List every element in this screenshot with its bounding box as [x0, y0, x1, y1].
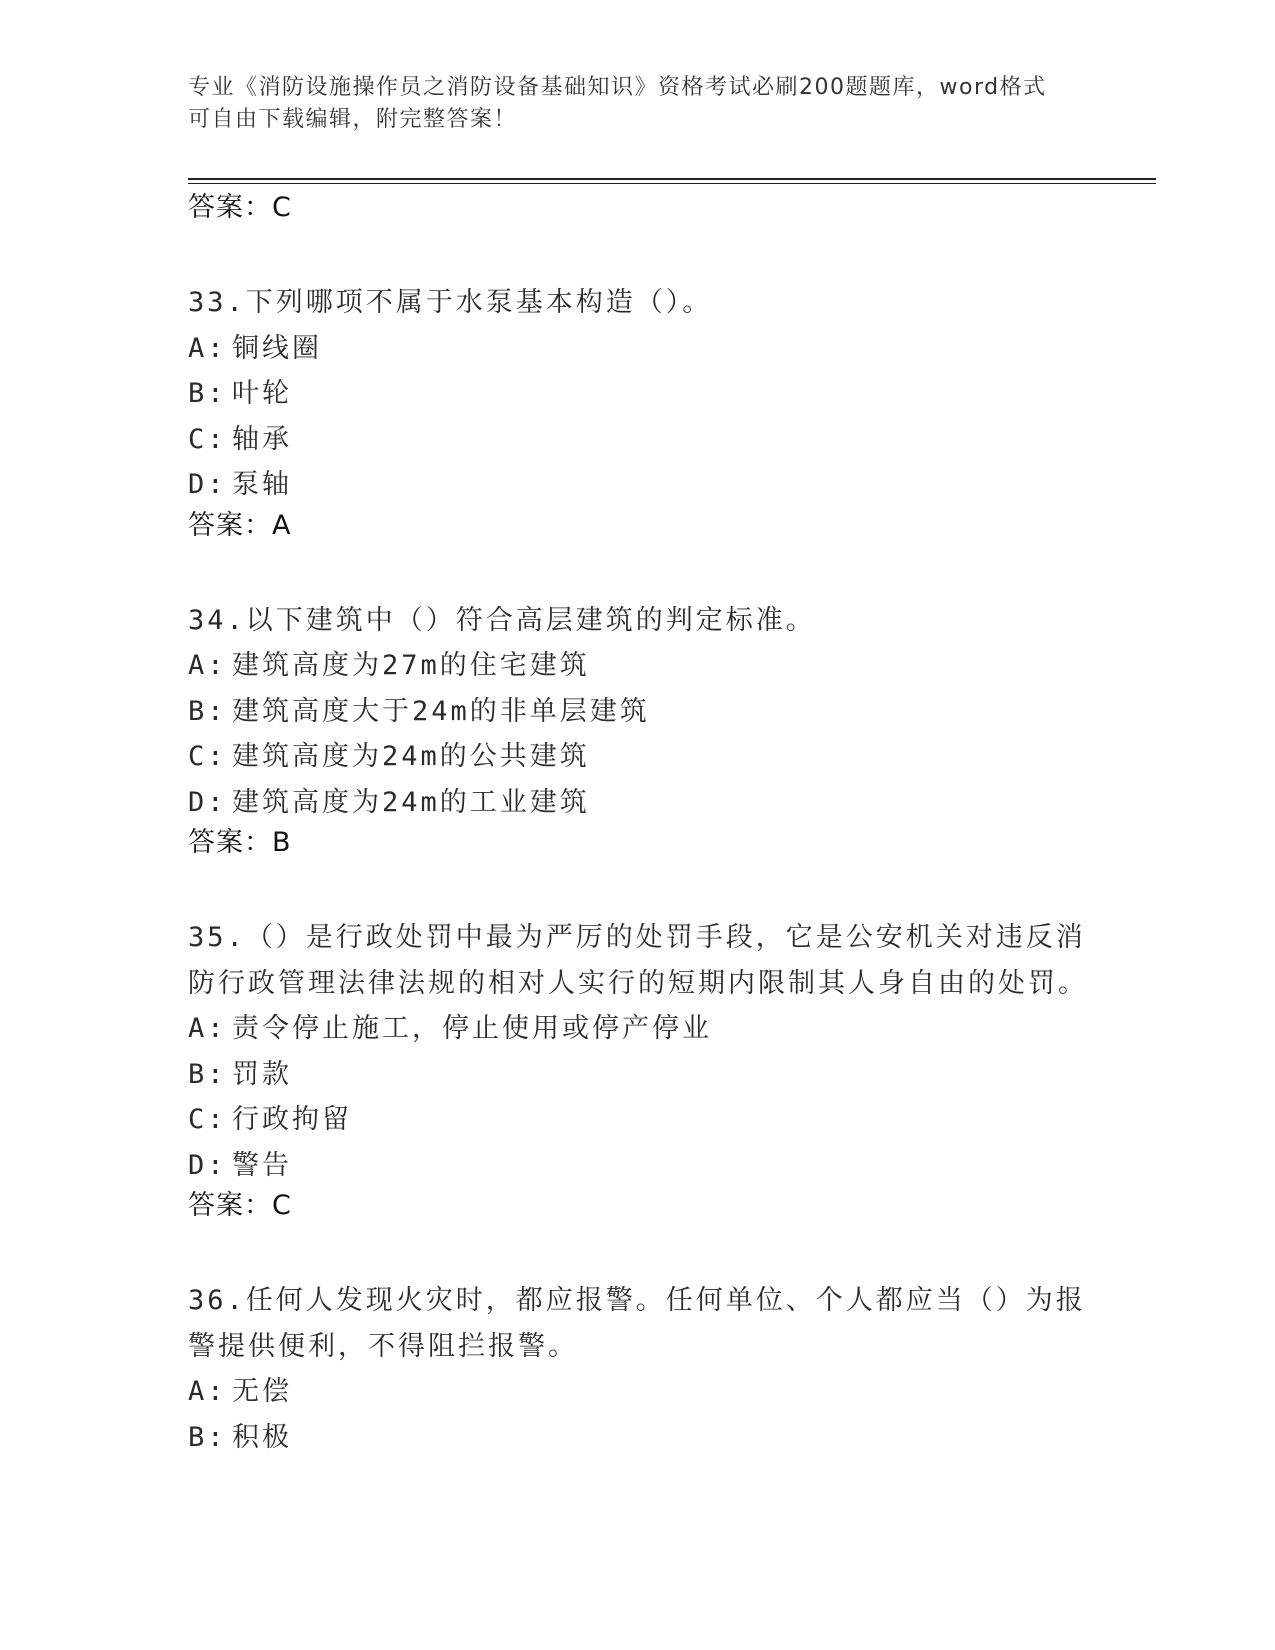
option-letter: A: [188, 650, 227, 681]
option-letter: C: [188, 423, 227, 455]
option-letter: C: [188, 741, 227, 772]
option-c [188, 734, 1088, 780]
option-text: 建筑高度大于24m的非单层建筑 [232, 695, 650, 727]
option-letter: A: [188, 1013, 227, 1044]
option-text: 建筑高度为27m的住宅建筑 [232, 650, 590, 681]
question-34 [188, 598, 1088, 872]
option-a [188, 326, 1088, 372]
option-b [188, 371, 1088, 417]
option-letter: D: [188, 786, 227, 818]
option-text: 泵轴 [232, 469, 292, 500]
option-d [188, 462, 1088, 508]
previous-answer: 答案：C [188, 192, 292, 223]
option-letter: C: [188, 1104, 227, 1135]
option-letter: B: [188, 1058, 227, 1090]
header-divider-thin [188, 183, 1156, 184]
option-a [188, 643, 1088, 689]
option-text: 轴承 [232, 423, 292, 455]
option-text: 铜线圈 [232, 332, 322, 364]
option-b [188, 689, 1088, 735]
option-text: 警告 [232, 1149, 292, 1181]
option-c [188, 1097, 1088, 1143]
option-b [188, 1415, 1088, 1461]
question-35 [188, 915, 1088, 1234]
question-36 [188, 1278, 1088, 1460]
question-text: 36.任何人发现火灾时，都应报警。任何单位、个人都应当（）为报警提供便利，不得阻拦报警。 [188, 1285, 1086, 1362]
answer-line: 答案：C [188, 1190, 292, 1221]
option-a [188, 1369, 1088, 1415]
option-letter: D: [188, 1149, 227, 1181]
option-b [188, 1052, 1088, 1098]
option-letter: D: [188, 469, 227, 500]
option-text: 叶轮 [232, 378, 292, 409]
answer-line: 答案：A [188, 509, 292, 541]
answer-line: 答案：B [188, 827, 292, 858]
option-letter: A: [188, 332, 227, 364]
option-c [188, 417, 1088, 463]
option-a [188, 1006, 1088, 1052]
option-d [188, 780, 1088, 826]
option-text: 建筑高度为24m的公共建筑 [232, 741, 590, 772]
question-text: 33.下列哪项不属于水泵基本构造（）。 [188, 287, 713, 318]
option-letter: B: [188, 1421, 227, 1453]
option-letter: B: [188, 378, 227, 409]
question-text: 35.（）是行政处罚中最为严厉的处罚手段，它是公安机关对违反消防行政管理法律法规的相对人实行的短期内限制其人身自由的处罚。 [188, 922, 1088, 999]
option-text: 行政拘留 [232, 1104, 352, 1135]
option-letter: B: [188, 695, 227, 727]
option-text: 责令停止施工，停止使用或停产停业 [232, 1013, 712, 1044]
question-33 [188, 280, 1088, 554]
option-text: 罚款 [232, 1058, 292, 1090]
option-text: 建筑高度为24m的工业建筑 [232, 786, 590, 818]
option-text: 积极 [232, 1421, 292, 1453]
question-list [188, 190, 1088, 1460]
question-text: 34.以下建筑中（）符合高层建筑的判定标准。 [188, 604, 816, 636]
header-divider-thick [188, 178, 1156, 180]
document-header: 专业《消防设施操作员之消防设备基础知识》资格考试必刷200题题库，word格式可自由下载编辑，附完整答案！ [188, 75, 1047, 132]
option-letter: A: [188, 1376, 227, 1407]
option-text: 无偿 [232, 1376, 292, 1407]
option-d [188, 1143, 1088, 1189]
